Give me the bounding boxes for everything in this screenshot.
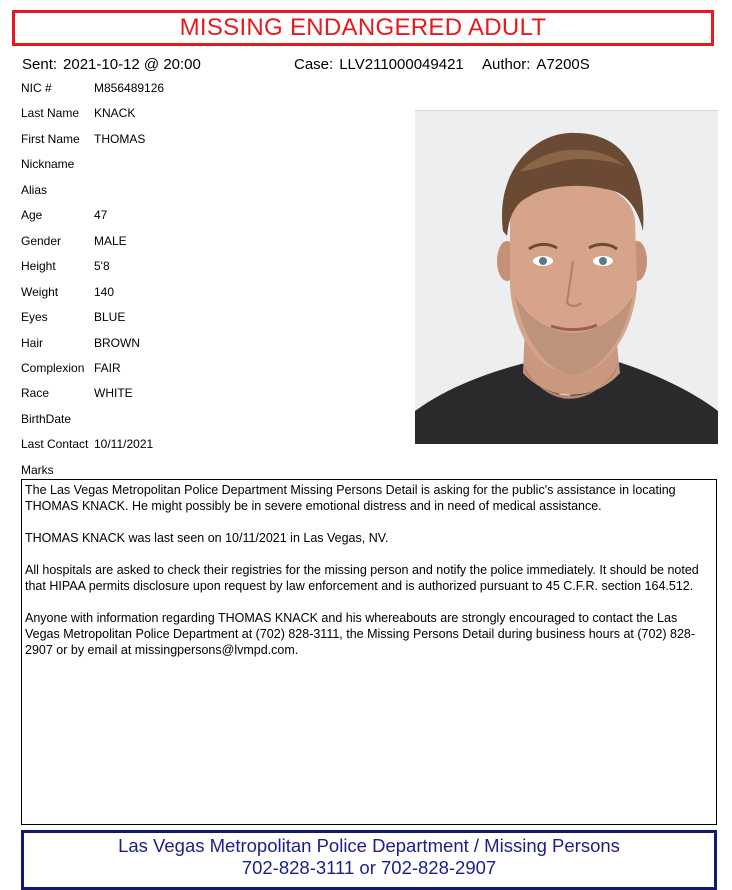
field-value: WHITE <box>94 386 133 400</box>
field-label: Gender <box>21 234 62 248</box>
field-label: Alias <box>21 183 48 197</box>
field-label: First Name <box>21 132 80 146</box>
field-nickname <box>21 156 94 172</box>
field-value: THOMAS <box>94 132 146 146</box>
contact-footer <box>21 830 717 890</box>
field-last-name <box>21 105 135 121</box>
field-gender <box>21 233 127 249</box>
sent-label: Sent: <box>22 56 58 73</box>
marks-paragraph: THOMAS KNACK was last seen on 10/11/2021 in Las Vegas, NV. <box>25 531 389 545</box>
field-label: NIC # <box>21 81 52 95</box>
footer-department: Las Vegas Metropolitan Police Department / Missing Persons <box>118 835 620 856</box>
field-alias <box>21 182 94 198</box>
missing-person-photo <box>415 110 718 444</box>
marks-paragraph: Anyone with information regarding THOMAS KNACK and his whereabouts are strongly encouraged to contact the Las Vegas Metropolitan Police Department at (702) 828-3111, the Missing Persons Detail during business hours at (702) 828-2907 or by email at missingpersons@lvmpd.com. <box>25 611 696 657</box>
author-info <box>482 56 590 73</box>
field-label: Last Contact <box>21 437 89 451</box>
field-last-contact <box>21 436 153 452</box>
field-value: 10/11/2021 <box>94 437 154 451</box>
field-label: BirthDate <box>21 412 72 426</box>
field-marks <box>21 462 94 478</box>
field-first-name <box>21 131 145 147</box>
field-height <box>21 258 110 274</box>
footer-phone-numbers: 702-828-3111 or 702-828-2907 <box>241 857 497 878</box>
bulletin-title <box>12 10 714 46</box>
field-complexion <box>21 360 121 376</box>
author-label: Author: <box>482 56 531 73</box>
field-value: BROWN <box>94 336 140 350</box>
field-value: FAIR <box>94 361 121 375</box>
field-eyes <box>21 309 125 325</box>
bulletin-title-text: MISSING ENDANGERED ADULT <box>179 14 547 41</box>
marks-paragraph: All hospitals are asked to check their registries for the missing person and notify the police immediately. It should be noted that HIPAA permits disclosure upon request by law enforcement and is authorized pursuant to 45 C.F.R. section 164.512. <box>25 563 699 593</box>
field-value: 140 <box>94 285 115 299</box>
case-value: LLV211000049421 <box>339 56 464 73</box>
field-label: Race <box>21 386 50 400</box>
field-value: 5'8 <box>94 259 110 273</box>
case-info <box>294 56 464 73</box>
marks-description <box>21 479 717 825</box>
marks-paragraph: The Las Vegas Metropolitan Police Department Missing Persons Detail is asking for the public's assistance in locating THOMAS KNACK. He might possibly be in severe emotional distress and in need of medical assistance. <box>25 483 676 513</box>
field-weight <box>21 284 114 300</box>
field-value: KNACK <box>94 106 136 120</box>
field-label: Height <box>21 259 56 273</box>
field-label: Complexion <box>21 361 85 375</box>
field-label: Nickname <box>21 157 75 171</box>
field-value: BLUE <box>94 310 126 324</box>
field-value: MALE <box>94 234 127 248</box>
sent-info <box>22 56 201 73</box>
sent-value: 2021-10-12 @ 20:00 <box>63 56 201 73</box>
portrait-image <box>415 111 718 444</box>
case-label: Case: <box>294 56 334 73</box>
field-hair <box>21 335 140 351</box>
field-label: Hair <box>21 336 44 350</box>
field-value: 47 <box>94 208 108 222</box>
field-label: Last Name <box>21 106 80 120</box>
field-birthdate <box>21 411 94 427</box>
field-label: Eyes <box>21 310 48 324</box>
field-label: Marks <box>21 463 54 477</box>
field-label: Weight <box>21 285 59 299</box>
field-age <box>21 207 107 223</box>
field-value: M856489126 <box>94 81 165 95</box>
field-label: Age <box>21 208 43 222</box>
field-nic <box>21 80 164 96</box>
author-value: A7200S <box>536 56 590 73</box>
field-race <box>21 385 133 401</box>
